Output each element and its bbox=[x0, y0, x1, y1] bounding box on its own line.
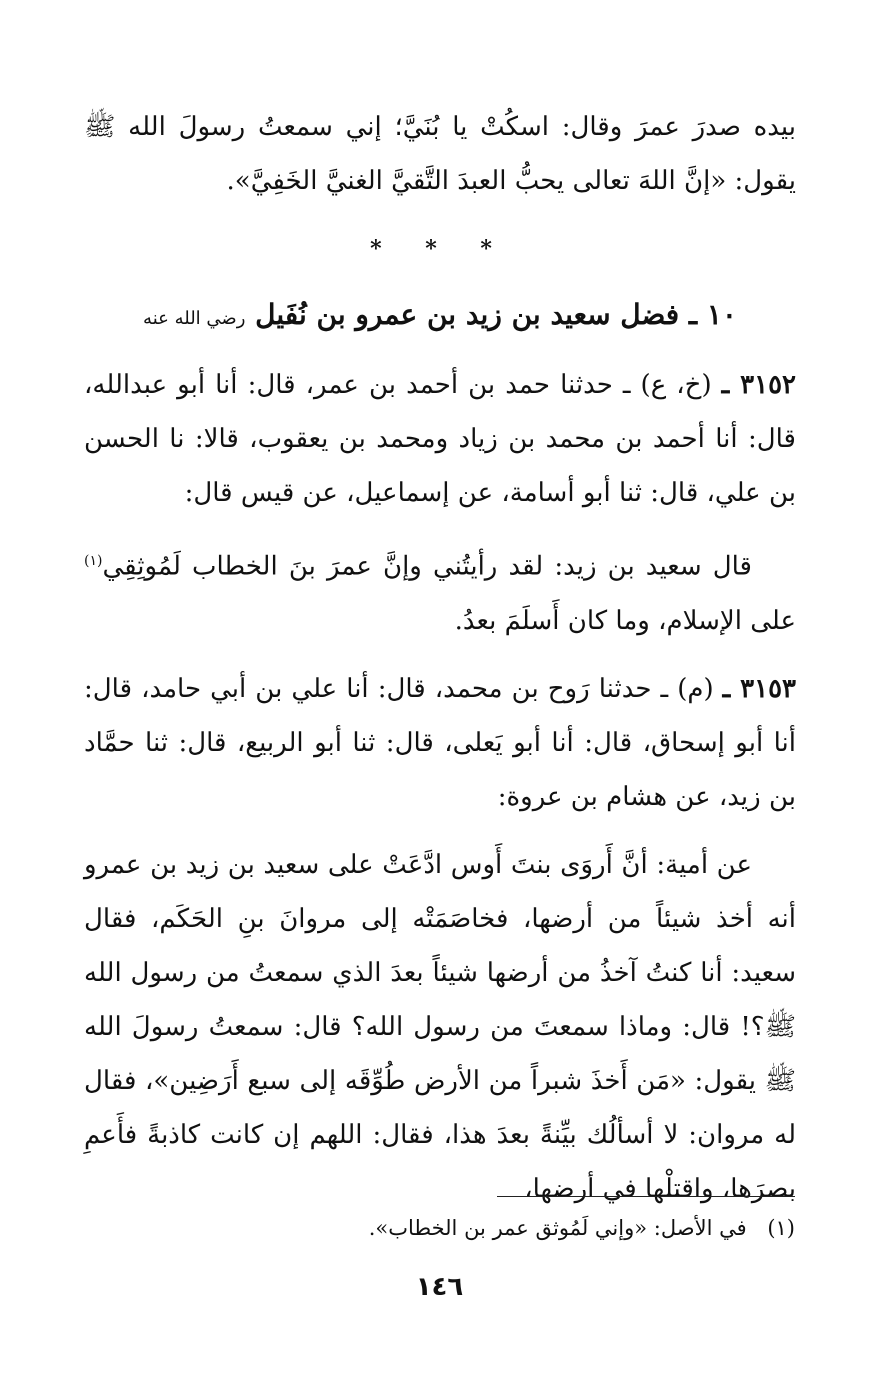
footnote bbox=[83, 1208, 795, 1248]
hadith-number: ٣١٥٢ ـ bbox=[721, 370, 797, 400]
hadith-3152-isnad bbox=[84, 358, 796, 520]
hadith-3152-matn bbox=[84, 534, 796, 648]
footnote-text: في الأصل: «وإني لَمُوثق عمر بن الخطاب». bbox=[368, 1216, 747, 1240]
honorific-glyph: رضي الله عنه bbox=[143, 308, 246, 329]
footnote-reference[interactable]: (١) bbox=[84, 553, 103, 569]
section-title-text: ١٠ ـ فضل سعيد بن زيد بن عمرو بن نُفَيل bbox=[255, 298, 737, 331]
footnote-number: (١) bbox=[767, 1216, 795, 1240]
paragraph-continuation: بيده صدرَ عمرَ وقال: اسكُتْ يا بُنَيَّ؛ إني سمعتُ رسولَ الله ﷺ يقول: «إنَّ اللهَ تعالى يحبُّ العبدَ التَّقيَّ الغنيَّ الخَفِيَّ». bbox=[84, 112, 796, 196]
hadith-3153-matn: عن أمية: أنَّ أَروَى بنتَ أَوس ادَّعَتْ على سعيد بن زيد بن عمرو أنه أخذ شيئاً من أرضها، فخاصَمَتْه إلى مروانَ بنِ الحَكَم، فقال سعيد: أنا كنتُ آخذُ من أرضها شيئاً بعدَ الذي سمعتُ من رسول الله ﷺ؟! قال: وماذا سمعتَ من رسول الله؟ قال: سمعتُ رسولَ الله ﷺ يقول: «مَن أَخذَ شبراً من الأرض طُوِّقَه إلى سبع أَرَضِين»، فقال له مروان: لا أسألُك بيِّنةً بعدَ هذا، فقال: اللهم إن كانت كاذبةً فأَعمِ بصرَها، واقتلْها في أرضها، bbox=[84, 849, 796, 1204]
isnad-text: (خ، ع) ـ حدثنا حمد بن أحمد بن عمر، قال: أنا أبو عبدالله، قال: أنا أحمد بن محمد بن زياد ومحمد بن يعقوب، قالا: نا الحسن بن علي، قال: ثنا أبو أسامة، عن إسماعيل، عن قيس قال: bbox=[84, 370, 796, 508]
matn-text-end: على الإسلام، وما كان أَسلَمَ بعدُ. bbox=[454, 605, 796, 636]
footnote-divider bbox=[497, 1196, 795, 1197]
isnad-text: (م) ـ حدثنا رَوح بن محمد، قال: أنا علي بن أبي حامد، قال: أنا أبو إسحاق، قال: أنا أبو يَعلى، قال: ثنا أبو الربيع، قال: ثنا حمَّاد بن زيد، عن هشام بن عروة: bbox=[84, 673, 796, 812]
hadith-number: ٣١٥٣ ـ bbox=[722, 673, 797, 704]
matn-text: قال سعيد بن زيد: لقد رأيتُني وإنَّ عمرَ بنَ الخطاب لَمُوثِقِي bbox=[102, 551, 752, 582]
section-heading bbox=[84, 288, 796, 346]
page-number: ١٤٦ bbox=[415, 1272, 464, 1302]
hadith-3153-isnad bbox=[84, 662, 796, 824]
page-body bbox=[84, 100, 796, 1216]
section-separator: * * * bbox=[370, 236, 510, 262]
